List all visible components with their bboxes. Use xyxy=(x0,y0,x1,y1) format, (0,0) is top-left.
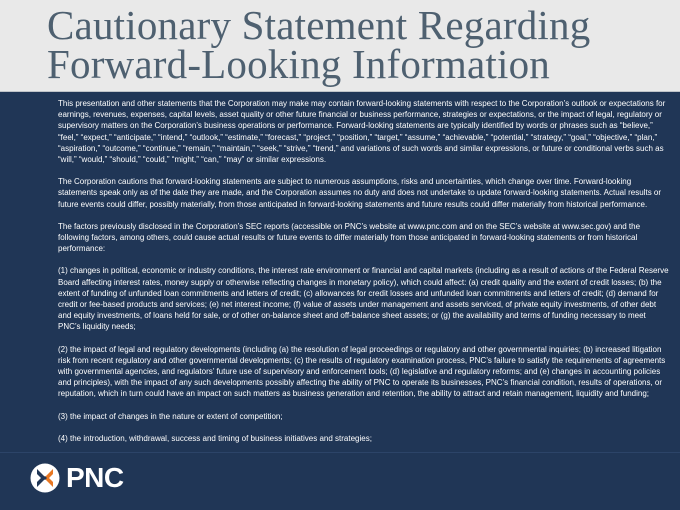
pnc-logo-text: PNC xyxy=(66,462,124,493)
pnc-logo xyxy=(30,463,124,493)
footer-divider xyxy=(0,452,680,453)
paragraph-factor-2: (2) the impact of legal and regulatory developments (including (a) the resolution of legal proceedings or regulatory and other governmental inquiries; (b) increased litigation risk from recent regulatory and other governmental developments; (c) the results of regulatory examination process, PNC’s failure to satisfy the requirements of agreements with governmental agencies, and regulators’ future use of supervisory and enforcement tools; (d) legislative and regulatory reforms; and (e) changes in accounting policies and principles), with the impact of any such developments possibly affecting the ability of PNC to operate its businesses, PNC’s financial condition, results of operations, or reputation, which in turn could have an impact on such matters as business generation and retention, the ability to attract and retain management, liquidity and funding; xyxy=(58,344,666,399)
paragraph-factor-1: (1) changes in political, economic or industry conditions, the interest rate environment or financial and capital markets (including as a result of actions of the Federal Reserve Board affecting interest rates, money supply or otherwise reflecting changes in monetary policy), which could affect: (a) credit quality and the extent of credit losses; (b) the extent of funding of unfunded loan commitments and letters of credit; (c) allowances for credit losses and unfunded loan commitments and letters of credit; (d) demand for credit or fee-based products and services; (e) net interest income; (f) value of assets under management and assets serviced, of private equity investments, of other debt and equity investments, of loans held for sale, or of other on-balance sheet and off-balance sheet assets; or (g) the availability and terms of funding necessary to meet PNC’s liquidity needs; xyxy=(58,266,669,332)
pnc-logo-icon xyxy=(30,463,60,493)
page-title-line-1: Cautionary Statement Regarding xyxy=(47,2,591,48)
paragraph-intro: This presentation and other statements that the Corporation may make may contain forward-looking statements with respect to the Corporation’s outlook or expectations for earnings, revenues, expenses, capital levels, asset quality or other future financial or business performance, strategies or expectations, or the impact of legal, regulatory or supervisory matters on the Corporation’s business operations or performance. Forward-looking statements are typically identified by words or phrases such as “believe,” “feel,” “expect,” “anticipate,” “intend,” “outlook,” “estimate,” “forecast,” “project,” “position,” “target,” “assume,” “achievable,” “potential,” “strategy,” “goal,” “objective,” “plan,” “aspiration,” “outcome,” “continue,” “remain,” “maintain,” “seek,” “strive,” “trend,” and variations of such words and similar expressions, or future or conditional verbs such as “will,” “would,” “should,” “could,” “might,” “can,” “may” or similar expressions. xyxy=(58,99,666,165)
paragraph-factor-3: (3) the impact of changes in the nature or extent of competition; xyxy=(58,411,283,421)
paragraph-factor-4: (4) the introduction, withdrawal, success and timing of business initiatives and strategies; xyxy=(58,433,372,443)
left-accent-bar xyxy=(0,0,42,92)
page-title-line-2: Forward-Looking Information xyxy=(47,41,550,87)
paragraph-factors: The factors previously disclosed in the Corporation’s SEC reports (accessible on PNC’s website at www.pnc.com and on the SEC’s website at www.sec.gov) and the following factors, among others, could cause actual results or future events to differ materially from those anticipated in forward-looking statements or from historical performance: xyxy=(58,221,641,254)
paragraph-caution: The Corporation cautions that forward-looking statements are subject to numerous assumptions, risks and uncertainties, which change over time. Forward-looking statements speak only as of the date they are made, and the Corporation assumes no duty and does not undertake to update forward-looking statements. Actual results or future events could differ, possibly materially, from those anticipated in forward-looking statements and future results could differ materially from historical performance. xyxy=(58,177,662,209)
title-area xyxy=(0,0,680,92)
body-text xyxy=(58,98,670,455)
